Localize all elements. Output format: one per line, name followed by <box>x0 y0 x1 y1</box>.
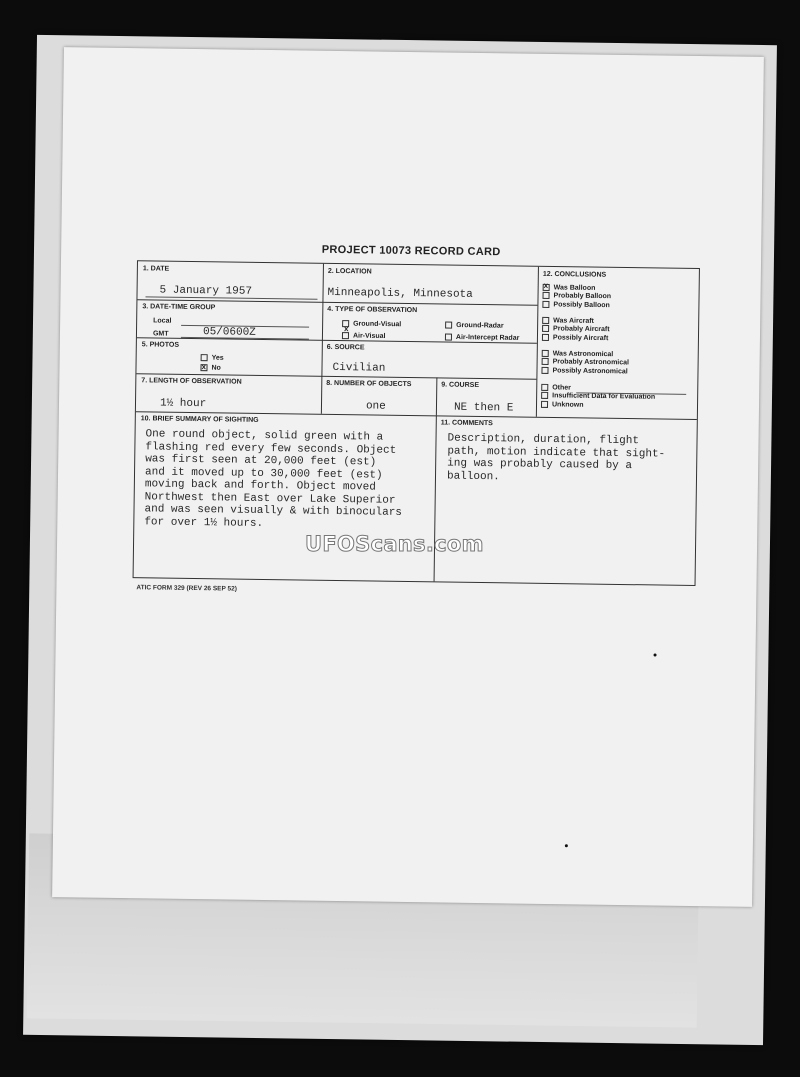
conclusion-item: Probably Astronomical <box>542 358 629 368</box>
datetime-label: 3. DATE-TIME GROUP <box>142 303 216 312</box>
checkbox-icon <box>445 334 452 341</box>
local-label: Local <box>153 317 172 325</box>
record-card-page <box>52 47 764 907</box>
conclusions-group-aircraft <box>542 317 610 343</box>
summary-label: 10. BRIEF SUMMARY OF SIGHTING <box>140 415 259 424</box>
air-intercept-option: Air-Intercept Radar <box>445 334 520 342</box>
conclusion-item: Was Astronomical <box>542 350 629 360</box>
divider <box>436 377 438 415</box>
conclusion-item: Insufficient Data for Evaluation <box>541 392 655 402</box>
ground-visual-option: Ground-Visual <box>342 320 401 328</box>
checkbox-icon <box>542 325 549 332</box>
conclusions-label: 12. CONCLUSIONS <box>542 270 607 279</box>
conclusions-group-other <box>541 384 655 411</box>
num-objects-label: 8. NUMBER OF OBJECTS <box>326 379 412 389</box>
speck <box>654 653 657 656</box>
checkbox-icon <box>542 334 549 341</box>
air-visual-option: Air-Visual <box>342 332 386 340</box>
watermark: UFOScans.com <box>305 532 484 556</box>
conclusion-item: Other <box>541 384 655 394</box>
source-value: Civilian <box>332 361 386 375</box>
checkbox-icon <box>445 322 452 329</box>
length-value: 1½ hour <box>159 397 207 411</box>
source-label: 6. SOURCE <box>326 343 365 352</box>
ground-radar-option: Ground-Radar <box>445 322 504 330</box>
conclusions-group-balloon <box>542 284 611 310</box>
checkbox-icon <box>542 301 549 308</box>
conclusion-item: Possibly Aircraft <box>542 334 610 343</box>
checkbox-icon <box>542 350 549 357</box>
course-value: NE then E <box>453 401 514 415</box>
location-label: 2. LOCATION <box>327 267 372 276</box>
checkbox-icon <box>541 401 548 408</box>
gmt-label: GMT <box>152 330 169 338</box>
conclusion-item: Was Aircraft <box>542 317 610 326</box>
num-objects-value: one <box>365 400 386 413</box>
conclusion-item: Possibly Balloon <box>542 301 611 310</box>
summary-text: One round object, solid green with a flashing red every few seconds. Object was first seen at 20,000 feet (est) and it moved up to 30,000 feet (est) moving back and forth. Object moved Northwest then East over Lake Superior and was seen visually & with binoculars for over 1½ hours. <box>144 428 403 530</box>
ground-visual-mark: x <box>344 324 349 334</box>
conclusions-group-astronomical <box>541 350 629 376</box>
photos-label: 5. PHOTOS <box>141 341 180 349</box>
conclusion-item: Unknown <box>541 401 655 411</box>
observation-type-label: 4. TYPE OF OBSERVATION <box>327 305 418 315</box>
checkbox-icon <box>542 317 549 324</box>
speck <box>565 844 568 847</box>
gmt-value: 05/0600Z <box>202 326 256 339</box>
checkbox-icon <box>543 284 550 291</box>
comments-text: Description, duration, flight path, motion indicate that sight- ing was probably caused by a balloon. <box>446 432 666 483</box>
date-value: 5 January 1957 <box>159 284 253 298</box>
checkbox-icon <box>342 332 349 339</box>
checkbox-icon <box>541 384 548 391</box>
conclusion-item: Possibly Astronomical <box>541 367 628 377</box>
checkbox-icon <box>541 392 548 399</box>
checkbox-icon <box>542 292 549 299</box>
photos-yes-option: Yes <box>201 354 224 362</box>
comments-label: 11. COMMENTS <box>440 419 493 428</box>
conclusion-item: Probably Aircraft <box>542 325 610 334</box>
location-value: Minneapolis, Minnesota <box>327 286 473 301</box>
length-label: 7. LENGTH OF OBSERVATION <box>141 377 242 386</box>
checkbox-icon <box>201 354 208 361</box>
photos-no-mark: x <box>201 362 207 372</box>
date-label: 1. DATE <box>142 265 170 273</box>
conclusion-item: Probably Balloon <box>542 292 611 301</box>
checkbox-icon <box>541 367 548 374</box>
card-title: PROJECT 10073 RECORD CARD <box>321 243 501 259</box>
photos-no-option: No <box>200 364 220 372</box>
checkbox-icon <box>542 358 549 365</box>
course-label: 9. COURSE <box>441 381 480 389</box>
was-balloon-mark: x <box>543 280 549 290</box>
form-id: ATIC FORM 329 (REV 26 SEP 52) <box>136 584 238 593</box>
conclusion-item: Was Balloon <box>543 284 612 293</box>
